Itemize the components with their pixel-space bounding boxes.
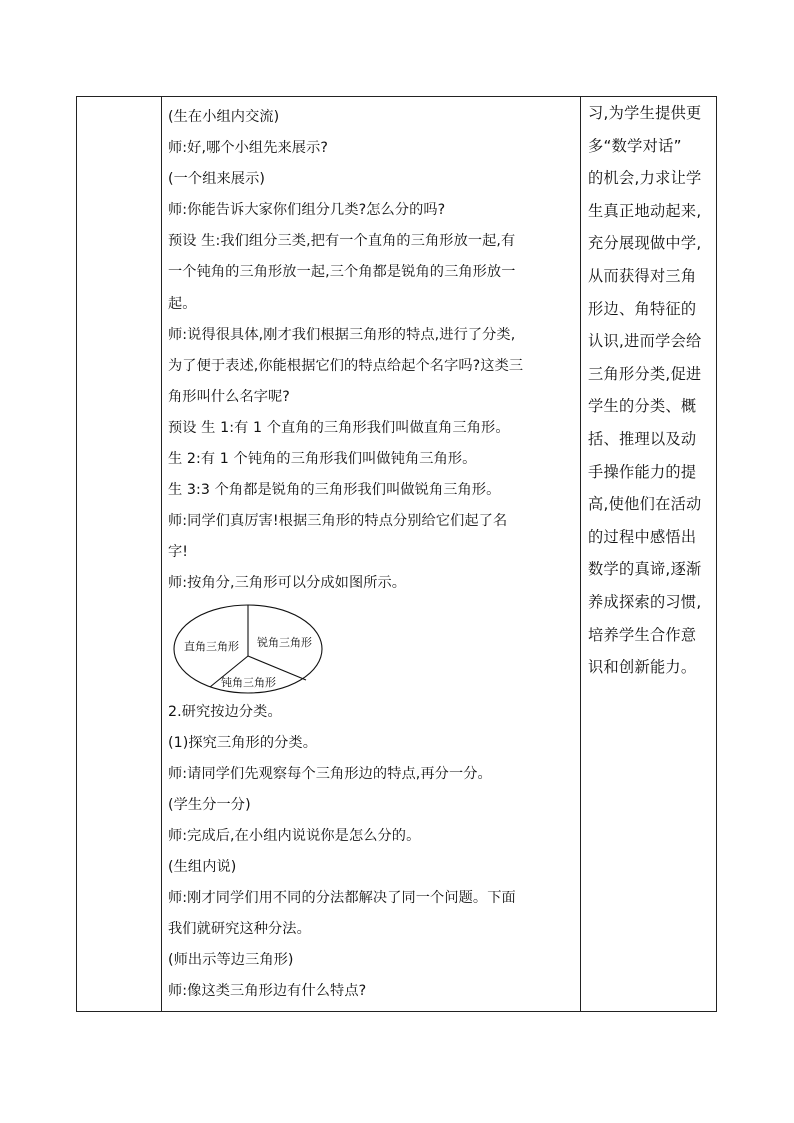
- side-text-line: 括、推理以及动: [588, 429, 697, 448]
- side-text-line: 从而获得对三角: [588, 266, 697, 285]
- text-line: 师:像这类三角形边有什么特点?: [168, 983, 367, 1000]
- text-line: 师:好,哪个小组先来展示?: [168, 140, 328, 157]
- side-text-line: 形边、角特征的: [588, 299, 697, 318]
- side-text-line: 高,使他们在活动: [588, 495, 702, 514]
- text-line: (生组内说): [168, 858, 237, 875]
- acute-triangle-label: 锐角三角形: [257, 635, 312, 649]
- text-line: 为了便于表述,你能根据它们的特点给起个名字吗?这类三: [168, 357, 524, 374]
- side-text-line: 生真正地动起来,: [588, 201, 702, 220]
- text-line: 预设 生 1:有 1 个直角的三角形我们叫做直角三角形。: [168, 419, 510, 436]
- text-line: 预设 生:我们组分三类,把有一个直角的三角形放一起,有: [168, 233, 516, 250]
- text-line: 角形叫什么名字呢?: [168, 388, 290, 405]
- side-text-line: 三角形分类,促进: [588, 364, 702, 383]
- text-line: 一个钝角的三角形放一起,三个角都是锐角的三角形放一: [168, 264, 516, 281]
- lesson-table: [76, 96, 717, 1012]
- text-line: 师:同学们真厉害!根据三角形的特点分别给它们起了名: [168, 513, 508, 530]
- side-text-line: 充分展现做中学,: [588, 234, 702, 253]
- side-text-line: 识和创新能力。: [588, 658, 697, 677]
- side-text-line: 多“数学对话”: [588, 136, 682, 155]
- column-divider-left: [161, 97, 162, 1011]
- text-line: 起。: [168, 295, 197, 312]
- triangle-classification-diagram: [172, 603, 324, 695]
- side-text-line: 认识,进而学会给: [588, 332, 702, 351]
- text-line: 师:完成后,在小组内说说你是怎么分的。: [168, 827, 421, 844]
- text-line: 师:你能告诉大家你们组分几类?怎么分的吗?: [168, 202, 446, 219]
- text-line: 师:刚才同学们用不同的分法都解决了同一个问题。下面: [168, 890, 516, 907]
- side-text-line: 的机会,力求让学: [588, 169, 702, 188]
- text-line: 师:按角分,三角形可以分成如图所示。: [168, 575, 407, 592]
- side-text-line: 手操作能力的提: [588, 462, 697, 481]
- side-text-line: 习,为学生提供更: [588, 104, 702, 122]
- side-text-line: 培养学生合作意: [588, 625, 697, 644]
- text-line: 师:说得很具体,刚才我们根据三角形的特点,进行了分类,: [168, 326, 516, 343]
- text-line: (学生分一分): [168, 796, 251, 813]
- right-triangle-label: 直角三角形: [184, 639, 239, 653]
- text-line: (生在小组内交流): [168, 109, 280, 125]
- column-divider-right: [580, 97, 581, 1011]
- text-line: 字!: [168, 544, 189, 561]
- text-line: (1)探究三角形的分类。: [168, 734, 317, 751]
- text-line: 2.研究按边分类。: [168, 703, 282, 720]
- side-text-line: 养成探索的习惯,: [588, 592, 702, 611]
- text-line: 我们就研究这种分法。: [168, 921, 311, 938]
- text-line: 生 2:有 1 个钝角的三角形我们叫做钝角三角形。: [168, 451, 477, 468]
- side-text-line: 的过程中感悟出: [588, 527, 697, 546]
- design-intent-column: [588, 97, 714, 684]
- teaching-process-column: [168, 102, 576, 1007]
- obtuse-triangle-label: 钝角三角形: [221, 675, 276, 689]
- text-line: 生 3:3 个角都是锐角的三角形我们叫做锐角三角形。: [168, 482, 501, 499]
- side-text-line: 学生的分类、概: [588, 397, 697, 416]
- text-line: 师:请同学们先观察每个三角形边的特点,再分一分。: [168, 765, 492, 782]
- side-text-line: 数学的真谛,逐渐: [588, 560, 702, 579]
- text-line: (一个组来展示): [168, 171, 265, 188]
- text-line: (师出示等边三角形): [168, 952, 294, 969]
